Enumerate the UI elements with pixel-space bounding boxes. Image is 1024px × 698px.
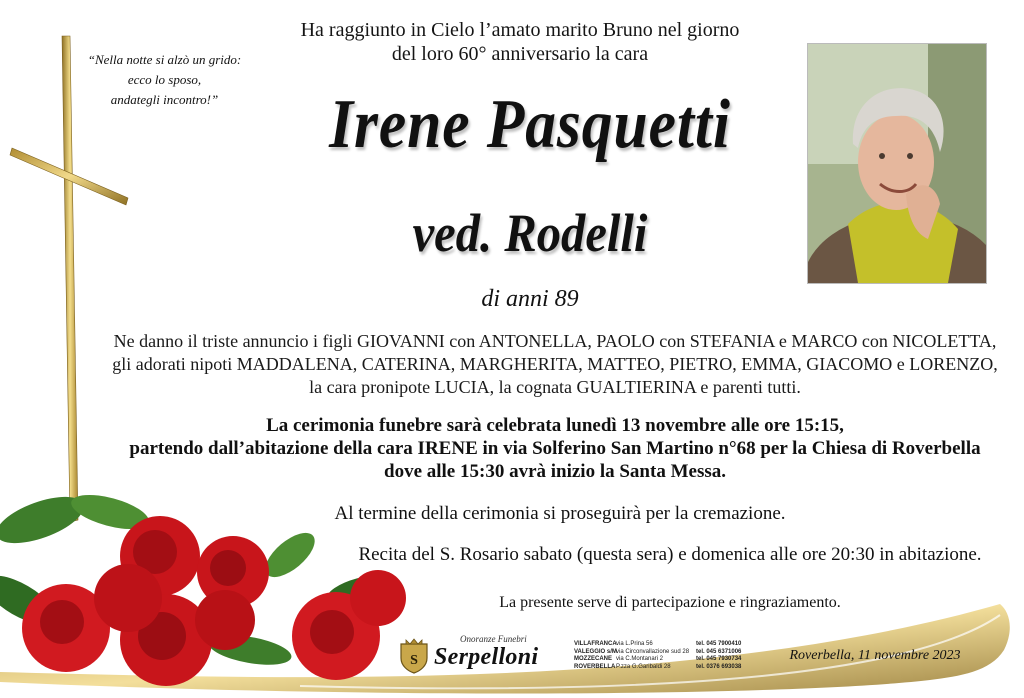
branch-row (574, 641, 742, 649)
cremation-note: Al termine della cerimonia si proseguirà per la cremazione. (334, 503, 786, 524)
intro-line: del loro 60° anniversario la cara (391, 43, 649, 65)
branch-row (574, 663, 742, 672)
quote-line: “Nella notte si alzò un grido: (87, 52, 242, 67)
quote-line: andategli incontro!” (110, 92, 219, 107)
ceremony-details (100, 414, 1010, 483)
ceremony-line: La cerimonia funebre sarà celebrata lunedì 13 novembre alle ore 15:15, (266, 415, 844, 436)
ceremony-line: dove alle 15:30 avrà inizio la Santa Messa. (384, 461, 726, 482)
branch-phone: tel. 0376 693038 (696, 663, 742, 670)
branch-list (574, 641, 742, 671)
branch-address: P.zza G.Garibaldi 28 (616, 663, 671, 670)
mourners-line: la cara pronipote LUCIA, la cognata GUALTIERINA e parenti tutti. (309, 377, 801, 397)
quote-line: ecco lo sposo, (127, 72, 202, 87)
branch-row (574, 648, 742, 657)
branch-town: VALEGGIO s/M (574, 648, 617, 655)
rosary-note: Recita del S. Rosario sabato (questa sera) e domenica alle ore 20:30 in abitazione. (358, 544, 982, 565)
branch-town: ROVERBELLA (574, 663, 616, 670)
intro-line: Ha raggiunto in Cielo l’amato marito Bruno nel giorno (300, 19, 740, 41)
deceased-name: Irene Pasquetti (329, 86, 731, 163)
gospel-quote (62, 50, 267, 110)
intro-text (240, 18, 800, 66)
mourners-announcement (100, 330, 1010, 399)
portrait-photo (807, 43, 987, 284)
branch-address: via C.Montanari 2 (616, 656, 664, 662)
widow-of: ved. Rodelli (412, 203, 648, 263)
branch-address: via L.Prina 56 (616, 641, 653, 647)
date-place: Roverbella, 11 novembre 2023 (789, 648, 961, 663)
funeral-home-name: Serpelloni (434, 644, 539, 670)
age: di anni 89 (481, 286, 579, 312)
mourners-line: Ne danno il triste annuncio i figli GIOVANNI con ANTONELLA, PAOLO con STEFANIA e MARCO con NICOLETTA, (113, 331, 997, 351)
branch-town: MOZZECANE (574, 656, 612, 662)
serpelloni-logo-icon (398, 638, 430, 674)
branch-row (574, 656, 742, 664)
funeral-home-logo (398, 632, 742, 678)
branch-town: VILLAFRANCA (574, 641, 617, 647)
branch-address: via Circonvallazione sud 28 (616, 648, 690, 655)
branch-phone: tel. 045 7900410 (696, 641, 742, 647)
svg-text:S: S (410, 653, 418, 668)
thanks-note: La presente serve di partecipazione e ringraziamento. (499, 594, 841, 611)
funeral-home-subtitle: Onoranze Funebri (460, 634, 527, 644)
branch-phone: tel. 045 7930734 (696, 656, 742, 662)
branch-phone: tel. 045 6371006 (696, 648, 742, 655)
ceremony-line: partendo dall’abitazione della cara IRENE in via Solferino San Martino n°68 per la Chiesa di Roverbella (129, 438, 981, 459)
mourners-line: gli adorati nipoti MADDALENA, CATERINA, MARGHERITA, MATTEO, PIETRO, EMMA, GIACOMO e LORENZO, (112, 354, 998, 374)
